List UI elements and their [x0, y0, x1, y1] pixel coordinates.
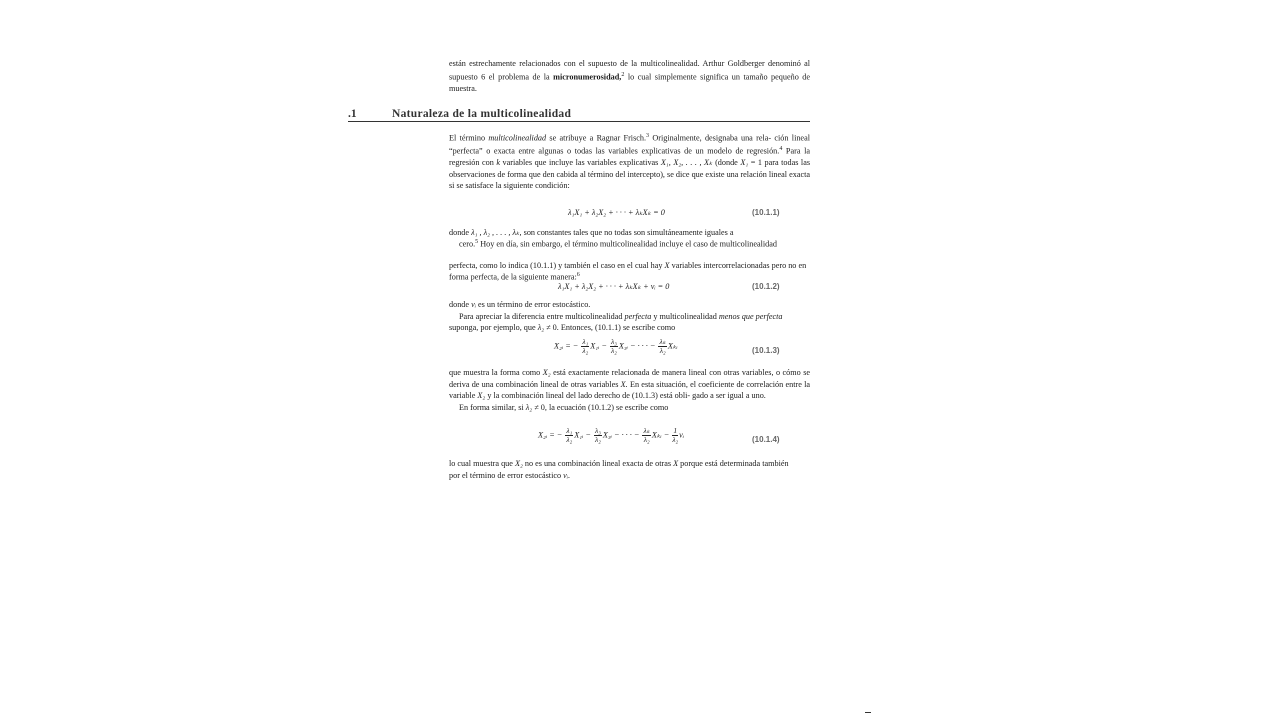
equation-10-1-4 [538, 427, 684, 444]
text-span: X₃ᵢ − · · · − [618, 341, 656, 351]
text-span: λ₂ [643, 435, 650, 444]
footnote-2: 2 [621, 71, 625, 78]
text-span: está exactamente relacionada de manera lineal con otras variables, o cómo se deriva de una combinación lineal de otras variables [449, 368, 811, 389]
text-span: En esta situación, el coeficiente de correlación entre la variable [449, 379, 810, 400]
text-span: En forma similar, si [459, 402, 524, 412]
text-span: no es una combinación lineal exacta de otras [524, 459, 672, 468]
fraction-lk-l2 [642, 427, 650, 444]
text-span: λ₃ [594, 426, 601, 435]
text-span: λₖ [643, 426, 650, 435]
text-span: X₃ᵢ − · · · − [602, 430, 640, 440]
text-span: que muestra la forma como [449, 368, 541, 377]
text-span: (donde [715, 158, 738, 168]
section-heading [348, 108, 810, 122]
text-span: X [664, 261, 670, 270]
text-span: λₖ [659, 337, 666, 346]
text-span: λ₂ [594, 435, 601, 444]
equation-number-10-1-3: (10.1.3) [752, 346, 780, 355]
text-span: ≠ 0, la ecuación (10.1.2) se escribe como [534, 402, 669, 412]
text-span: porque está determinada también por el término de error estocástico [449, 459, 789, 480]
text-span: X. [620, 379, 628, 389]
text-span: donde [449, 300, 470, 309]
fraction-lk-l2 [658, 338, 666, 355]
text-span: donde [449, 228, 470, 237]
text-span: λ₂ [659, 346, 666, 355]
paragraph-conclusion [449, 458, 789, 481]
text-span: lo cual simplemente significa un tamaño pequeño de muestra. [449, 72, 811, 93]
text-span: λ₂ [610, 346, 617, 355]
text-span: X₂ [542, 368, 551, 377]
text-span: X [673, 459, 679, 468]
text-span: λ₂ [672, 435, 679, 444]
text-span: es un término de error estocástico. [478, 300, 591, 309]
text-span: perfecta [624, 311, 652, 321]
text-span: λ₃ [610, 337, 617, 346]
text-span: multicolinealidad [488, 133, 547, 143]
paragraph-error-term [449, 299, 810, 334]
text-span: 3 [646, 133, 650, 139]
text-span: X₂ᵢ = − [554, 341, 579, 351]
equation-10-1-3 [554, 338, 678, 355]
fraction-l3-l2 [594, 427, 602, 444]
text-span: perfecta, como lo indica (10.1.1) y también el caso en el cual hay [449, 261, 663, 270]
page-mark [865, 712, 871, 713]
paragraph-constants [449, 227, 810, 239]
text-span: menos que perfecta [718, 311, 783, 321]
text-span: vᵢ. [563, 470, 571, 480]
equation-10-1-2: λ₁X₁ + λ₂X₂ + · · · + λₖXₖ + vᵢ = 0 [558, 282, 670, 291]
paragraph-imperfect [449, 261, 810, 282]
micronumerosidad-term: micronumerosidad, [553, 72, 622, 82]
text-span: son constantes tales que no todas son simultáneamente iguales a [523, 228, 734, 237]
text-span: Para apreciar la diferencia entre multicolinealidad [459, 311, 623, 321]
fraction-l1-l2 [565, 427, 573, 444]
text-span: X₂ᵢ = − [538, 430, 563, 440]
text-span: Xₖᵢ − [651, 430, 670, 440]
text-span: y multicolinealidad [653, 311, 717, 321]
text-span: lo cual muestra que [449, 459, 513, 468]
text-span: 5 [475, 239, 479, 245]
text-span: 6 [576, 271, 580, 278]
section-title: Naturaleza de la multicolinealidad [392, 108, 572, 120]
equation-number-10-1-2: (10.1.2) [752, 282, 780, 291]
paragraph-linear-relation [449, 367, 810, 413]
text-span: X₁ᵢ − [590, 341, 607, 351]
text-span: X₂ [477, 391, 486, 400]
text-span: λ₁ [582, 337, 589, 346]
text-span: λ₁ , λ₂ , . . . , λₖ, [471, 228, 522, 237]
text-span: = 1 para todas las observaciones de forma que den cabida al término del intercepto), se dice que existe una relación lineal exacta si se satisface la siguiente condición: [449, 158, 811, 191]
text-span: X₁ᵢ − [574, 430, 591, 440]
text-span: El término [449, 133, 486, 143]
text-span: Originalmente, designaba una rela- ción lineal “perfecta” o exacta entre algunas o todas las variables explicativas de un modelo de regresión. [449, 133, 810, 156]
text-span: variables intercorrelacionadas pero no en forma perfecta, de la siguiente manera: [449, 261, 807, 282]
fraction-1-l2 [672, 427, 678, 444]
text-span: λ₂ [566, 435, 573, 444]
text-span: Para la regresión con [449, 146, 810, 168]
text-span: Xₖᵢ [667, 341, 678, 351]
section-number: .1 [348, 108, 357, 120]
text-span: se atribuye a Ragnar Frisch. [549, 133, 647, 143]
text-span: 1 [673, 426, 678, 435]
fraction-l1-l2 [581, 338, 589, 355]
text-span: variables que incluye las variables explicativas [502, 158, 659, 168]
equation-number-10-1-1: (10.1.1) [752, 208, 780, 217]
text-span: X₁ [740, 158, 749, 168]
text-span: cero. [459, 239, 476, 249]
text-span: Hoy en día, sin embargo, el término multicolinealidad incluye el caso de multicolinealidad [478, 239, 777, 249]
text-span: ≠ 0. Entonces, (10.1.1) se escribe como [546, 323, 676, 332]
text-span: X₂ [514, 459, 523, 468]
text-span: están estrechamente relacionados con el supuesto de la multicolinealidad. Arthur Goldberger denominó al supuesto 6 el problema de la [449, 59, 810, 82]
text-span: y la combinación lineal del lado derecho de (10.1.3) está obli- gado a ser igual a uno. [487, 391, 766, 400]
text-span: vᵢ [679, 430, 685, 440]
text-span: X₁, X₂, . . . , Xₖ [660, 158, 713, 168]
text-span: k [496, 158, 500, 168]
fraction-l3-l2 [610, 338, 618, 355]
equation-10-1-1: λ₁X₁ + λ₂X₂ + · · · + λₖXₖ = 0 [568, 208, 665, 217]
intro-paragraph [449, 58, 810, 94]
text-span: λ₂ [537, 323, 545, 332]
text-span: λ₂ [525, 402, 533, 412]
equation-number-10-1-4: (10.1.4) [752, 435, 780, 444]
text-span: 4 [779, 146, 783, 153]
paragraph-constants-hanging [459, 238, 810, 249]
text-span: vᵢ [471, 300, 476, 309]
text-span: λ₁ [566, 426, 573, 435]
paragraph-definition [449, 131, 810, 192]
text-span: suponga, por ejemplo, que [449, 323, 536, 332]
text-span: λ₂ [582, 346, 589, 355]
